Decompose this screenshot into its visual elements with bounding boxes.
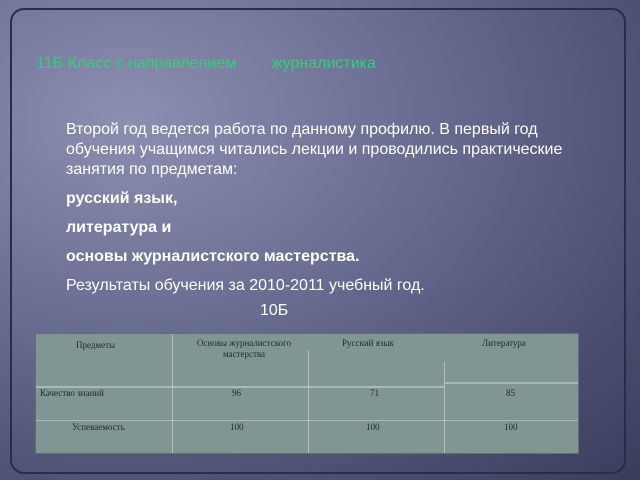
results-table (35, 333, 579, 454)
cell-progress-journalism: 100 (230, 422, 244, 432)
table-divider (36, 420, 578, 421)
row-label-quality: Качество знаний (40, 388, 104, 398)
cell-progress-russian: 100 (366, 422, 380, 432)
cell-progress-literature: 100 (504, 422, 518, 432)
header-journalism: Основы журналистского мастерства (196, 338, 292, 359)
row-label-progress: Успеваемость (72, 422, 125, 432)
cell-quality-journalism: 96 (232, 388, 241, 398)
subject-russian: русский язык, (66, 190, 178, 207)
results-paragraph: Результаты обучения за 2010-2011 учебный год. (66, 277, 425, 294)
header-russian: Русский язык (342, 338, 394, 348)
header-literature: Литература (482, 338, 526, 348)
subject-journalism: основы журналистского мастерства. (66, 248, 360, 265)
cell-quality-literature: 85 (506, 388, 515, 398)
class-label: 10Б (260, 302, 289, 319)
slide-title: 11Б Класс с направлением журналистика (36, 55, 376, 72)
table-divider (444, 382, 578, 384)
table-divider (308, 350, 309, 453)
cell-quality-russian: 71 (370, 388, 379, 398)
subject-literature: литература и (66, 219, 172, 236)
header-subjects: Предметы (76, 340, 116, 350)
intro-paragraph: Второй год ведется работа по данному профилю. В первый год обучения учащимся читались лекции и проводились практические занятия по предметам: (66, 121, 563, 178)
table-divider (172, 334, 173, 453)
slide-body (66, 120, 566, 296)
table-divider (444, 362, 445, 453)
